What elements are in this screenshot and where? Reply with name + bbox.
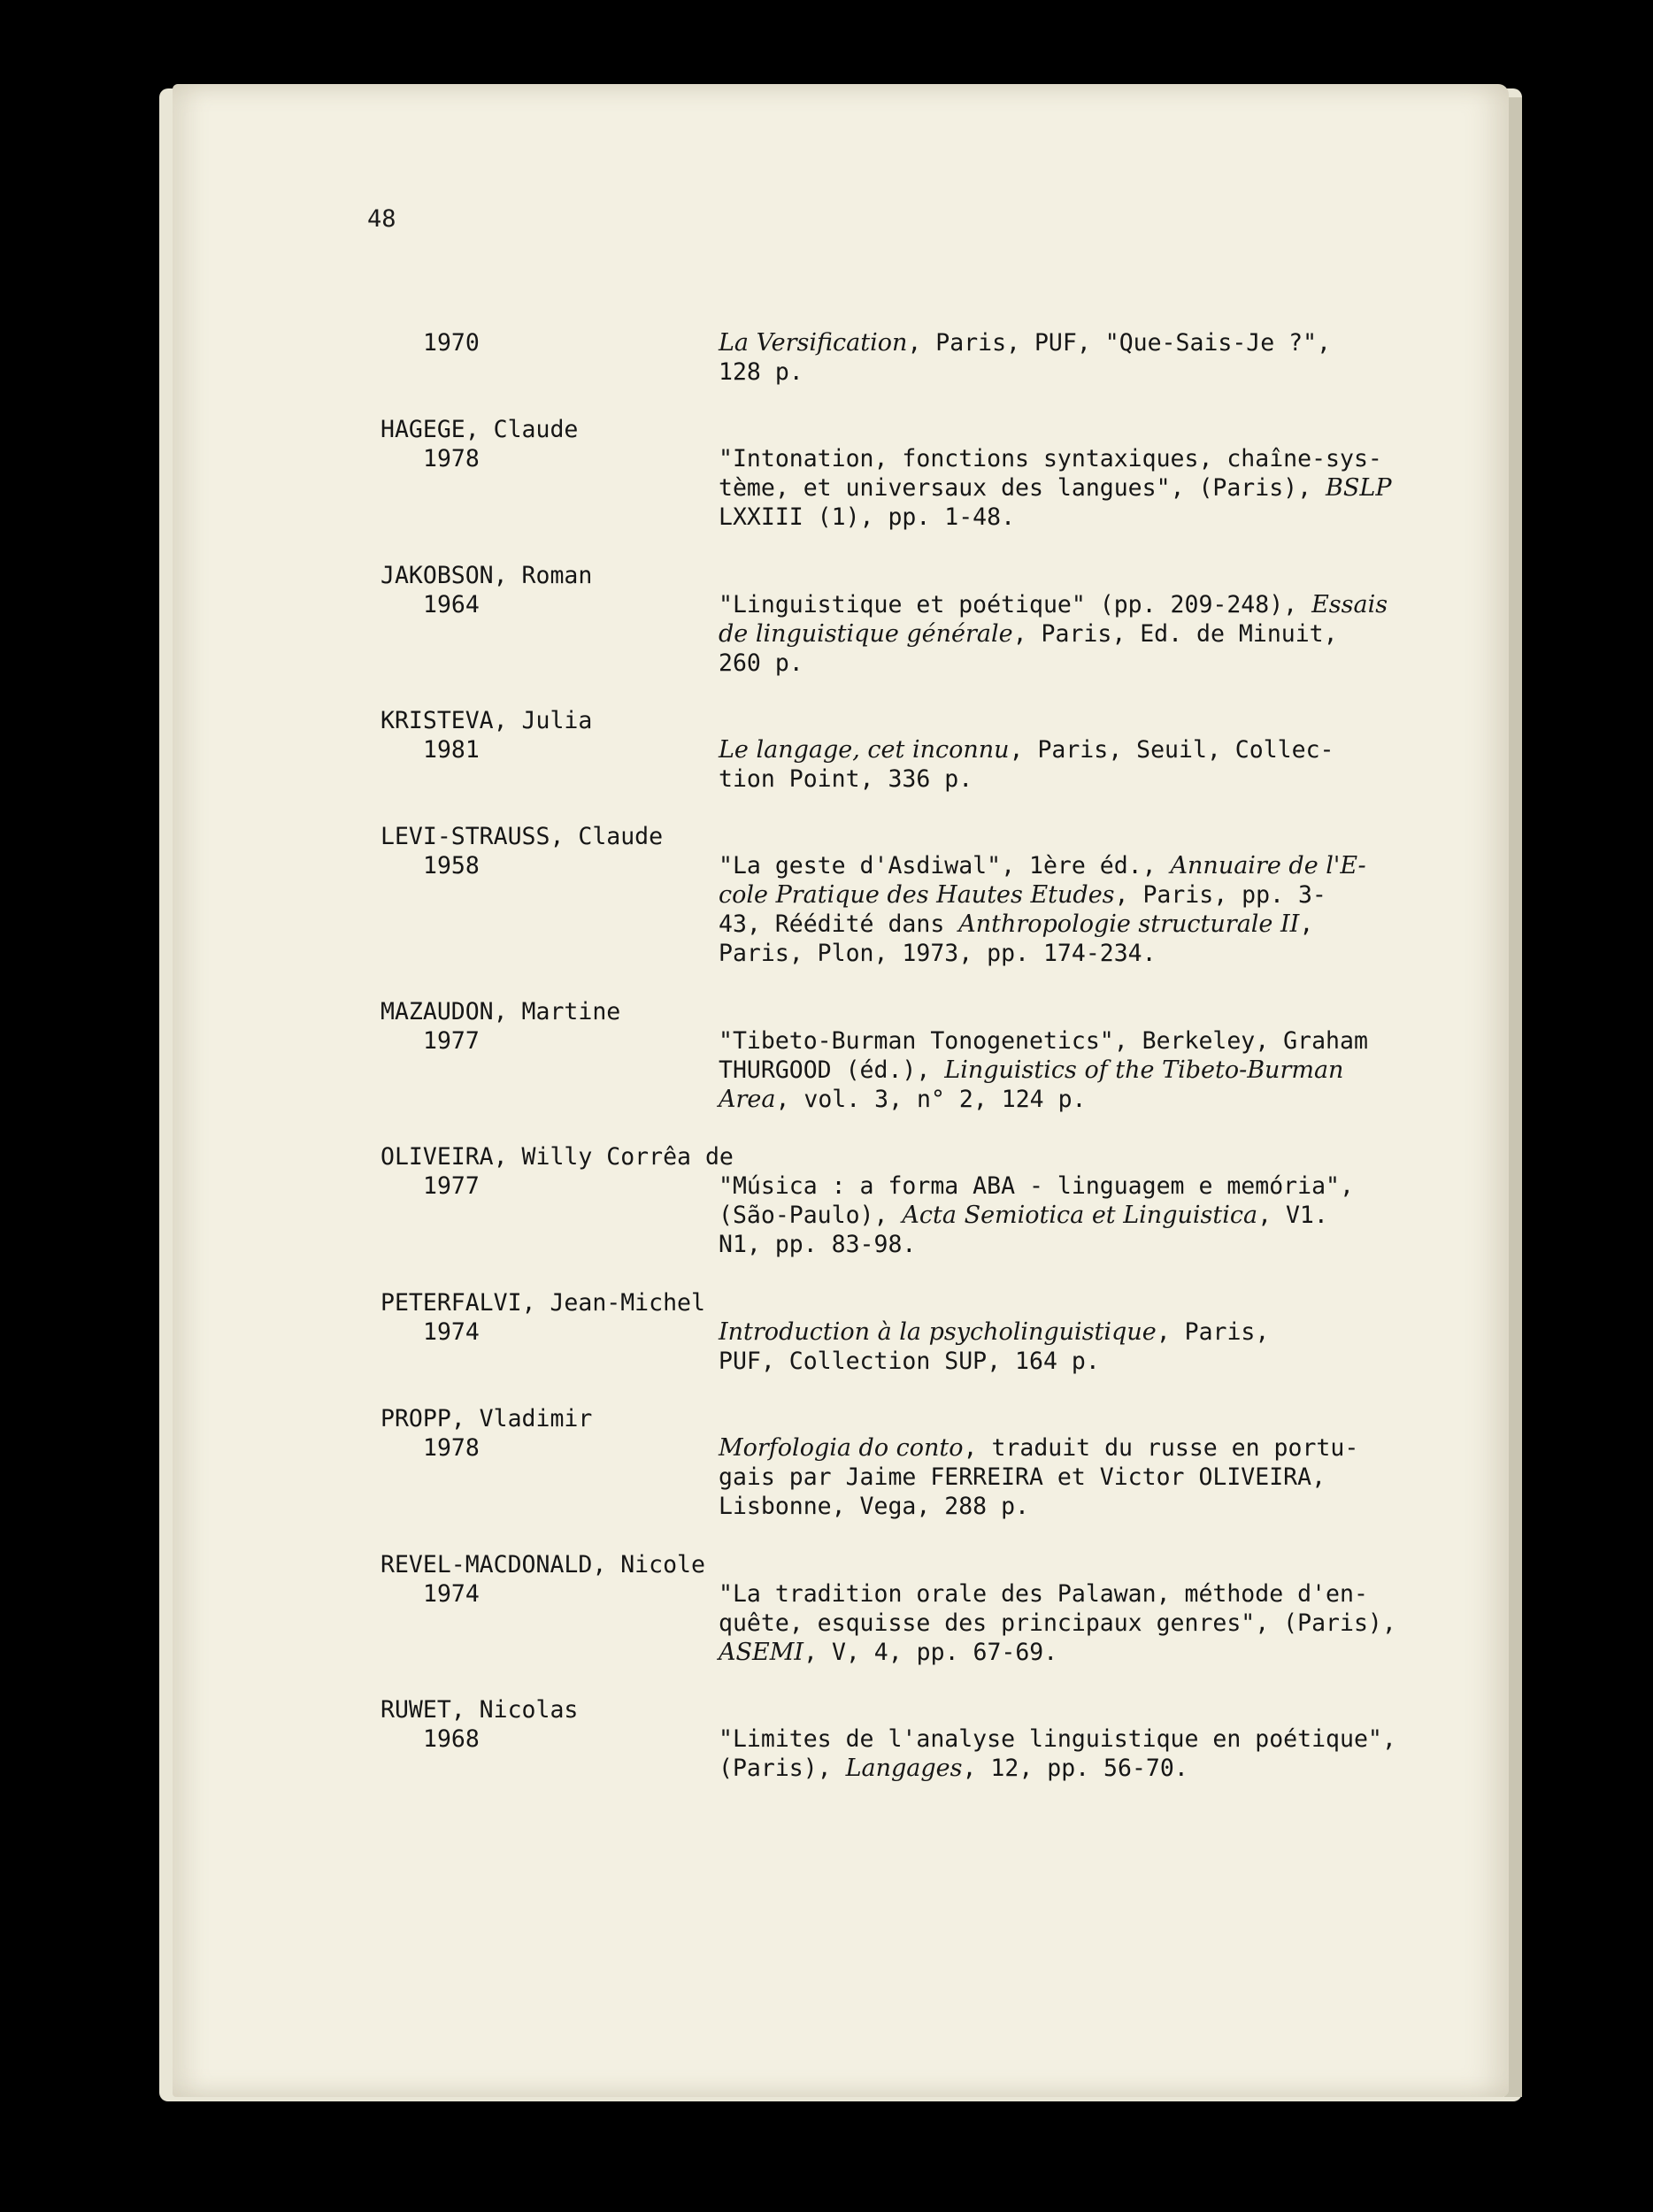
entry-reference-line <box>719 851 1366 880</box>
entry-reference-line <box>719 1609 1396 1638</box>
reference-text: LXXIII (1), pp. 1-48. <box>719 503 1016 531</box>
reference-text: tème, et universaux des langues", (Paris), <box>719 474 1326 502</box>
entry-year: 1978 <box>423 1434 480 1462</box>
reference-text: PUF, Collection SUP, 164 p. <box>719 1348 1100 1375</box>
entry-reference-line <box>719 1026 1368 1056</box>
entry-year: 1958 <box>423 852 480 879</box>
entry-reference-line <box>719 590 1388 619</box>
reference-text: "La tradition orale des Palawan, méthode d'en- <box>719 1580 1368 1608</box>
entry-author: PROPP, Vladimir <box>381 1405 593 1432</box>
entry-reference-line <box>719 649 803 678</box>
entry-year: 1977 <box>423 1027 480 1055</box>
reference-text: quête, esquisse des principaux genres", (Paris), <box>719 1609 1396 1637</box>
reference-text: , Paris, Ed. de Minuit, <box>1012 620 1338 648</box>
entry-reference-line <box>719 1201 1328 1230</box>
entry-year: 1970 <box>423 329 480 357</box>
entry-reference-line <box>719 1579 1368 1609</box>
entry-year: 1977 <box>423 1172 480 1200</box>
entry-year: 1974 <box>423 1580 480 1608</box>
entry-reference-line <box>719 1492 1029 1521</box>
entry-reference-line <box>719 1230 916 1259</box>
entry-reference-line <box>719 1638 1057 1667</box>
entry-reference-line <box>719 1754 1188 1783</box>
entry-author: RUWET, Nicolas <box>381 1696 579 1724</box>
entry-reference-line <box>719 1724 1396 1754</box>
italic-title: BSLP <box>1326 474 1392 502</box>
entry-author: JAKOBSON, Roman <box>381 562 593 589</box>
reference-text: , 12, pp. 56-70. <box>962 1755 1188 1782</box>
entry-reference-line <box>719 1056 1343 1085</box>
reference-text: , traduit du russe en portu- <box>963 1434 1359 1462</box>
entry-reference-line <box>719 357 803 387</box>
reference-text: gais par Jaime FERREIRA et Victor OLIVEIRA, <box>719 1463 1326 1491</box>
reference-text: 260 p. <box>719 649 803 677</box>
reference-text: Paris, Plon, 1973, pp. 174-234. <box>719 940 1157 967</box>
reference-text: 128 p. <box>719 358 803 386</box>
entry-year: 1981 <box>423 736 480 764</box>
entry-author: KRISTEVA, Julia <box>381 707 593 734</box>
entry-author: REVEL-MACDONALD, Nicole <box>381 1551 705 1578</box>
entry-author: OLIVEIRA, Willy Corrêa de <box>381 1143 734 1171</box>
entry-author: HAGEGE, Claude <box>381 416 579 443</box>
reference-text: , <box>1299 910 1314 938</box>
italic-title: Linguistics of the Tibeto-Burman <box>944 1056 1344 1084</box>
italic-title: Anthropologie structurale II <box>958 910 1300 938</box>
reference-text: N1, pp. 83-98. <box>719 1231 917 1258</box>
reference-text: tion Point, 336 p. <box>719 765 973 793</box>
reference-text: 43, Réédité dans <box>719 910 959 938</box>
reference-text: , Paris, <box>1156 1318 1270 1346</box>
entry-author: LEVI-STRAUSS, Claude <box>381 823 664 850</box>
reference-text: "Intonation, fonctions syntaxiques, chaîne-sys- <box>719 445 1382 472</box>
italic-title: Introduction à la psycholinguistique <box>719 1318 1157 1346</box>
entry-reference-line <box>719 1317 1269 1347</box>
entry-reference-line <box>719 764 973 794</box>
reference-text: THURGOOD (éd.), <box>719 1056 945 1084</box>
italic-title: La Versification <box>719 329 908 357</box>
italic-title: cole Pratique des Hautes Etudes <box>719 881 1115 909</box>
entry-reference-line <box>719 444 1382 473</box>
entry-reference-line <box>719 503 1015 532</box>
entry-reference-line <box>719 1347 1100 1376</box>
entry-reference-line <box>719 1085 1086 1114</box>
entry-reference-line <box>719 880 1326 910</box>
reference-text: , Paris, PUF, "Que-Sais-Je ?", <box>907 329 1332 357</box>
italic-title: Morfologia do conto <box>719 1434 964 1462</box>
entry-reference-line <box>719 619 1338 649</box>
reference-text: , V, 4, pp. 67-69. <box>803 1639 1058 1666</box>
reference-text: "Linguistique et poétique" (pp. 209-248), <box>719 591 1312 618</box>
page-number: 48 <box>367 205 396 233</box>
reference-text: "Tibeto-Burman Tonogenetics", Berkeley, Graham <box>719 1027 1368 1055</box>
italic-title: Annuaire de l'E- <box>1170 852 1366 879</box>
entry-reference-line <box>719 1463 1326 1492</box>
entry-reference-line <box>719 328 1331 357</box>
reference-text: (Paris), <box>719 1755 846 1782</box>
entry-reference-line <box>719 910 1313 939</box>
entry-year: 1974 <box>423 1318 480 1346</box>
reference-text: "Música : a forma ABA - linguagem e memória", <box>719 1172 1354 1200</box>
entry-reference-line <box>719 939 1157 968</box>
entry-author: MAZAUDON, Martine <box>381 998 621 1025</box>
italic-title: Le langage, cet inconnu <box>719 736 1010 764</box>
entry-year: 1964 <box>423 591 480 618</box>
reference-text: "La geste d'Asdiwal", 1ère éd., <box>719 852 1171 879</box>
entry-year: 1978 <box>423 445 480 472</box>
reference-text: "Limites de l'analyse linguistique en poétique", <box>719 1725 1396 1753</box>
reference-text: , V1. <box>1257 1202 1328 1229</box>
reference-text: , Paris, pp. 3- <box>1114 881 1326 909</box>
entry-reference-line <box>719 1171 1354 1201</box>
reference-text: , vol. 3, n° 2, 124 p. <box>775 1086 1087 1113</box>
entry-reference-line <box>719 1433 1358 1463</box>
entry-author: PETERFALVI, Jean-Michel <box>381 1289 705 1317</box>
reference-text: (São-Paulo), <box>719 1202 903 1229</box>
entry-year: 1968 <box>423 1725 480 1753</box>
italic-title: de linguistique générale <box>719 620 1013 648</box>
italic-title: Langages <box>845 1755 963 1782</box>
reference-text: Lisbonne, Vega, 288 p. <box>719 1493 1029 1520</box>
italic-title: ASEMI <box>719 1639 804 1666</box>
italic-title: Area <box>719 1086 776 1113</box>
italic-title: Essais <box>1311 591 1388 618</box>
entry-reference-line <box>719 473 1391 503</box>
italic-title: Acta Semiotica et Linguistica <box>902 1202 1258 1229</box>
reference-text: , Paris, Seuil, Collec- <box>1009 736 1334 764</box>
entry-reference-line <box>719 735 1334 764</box>
